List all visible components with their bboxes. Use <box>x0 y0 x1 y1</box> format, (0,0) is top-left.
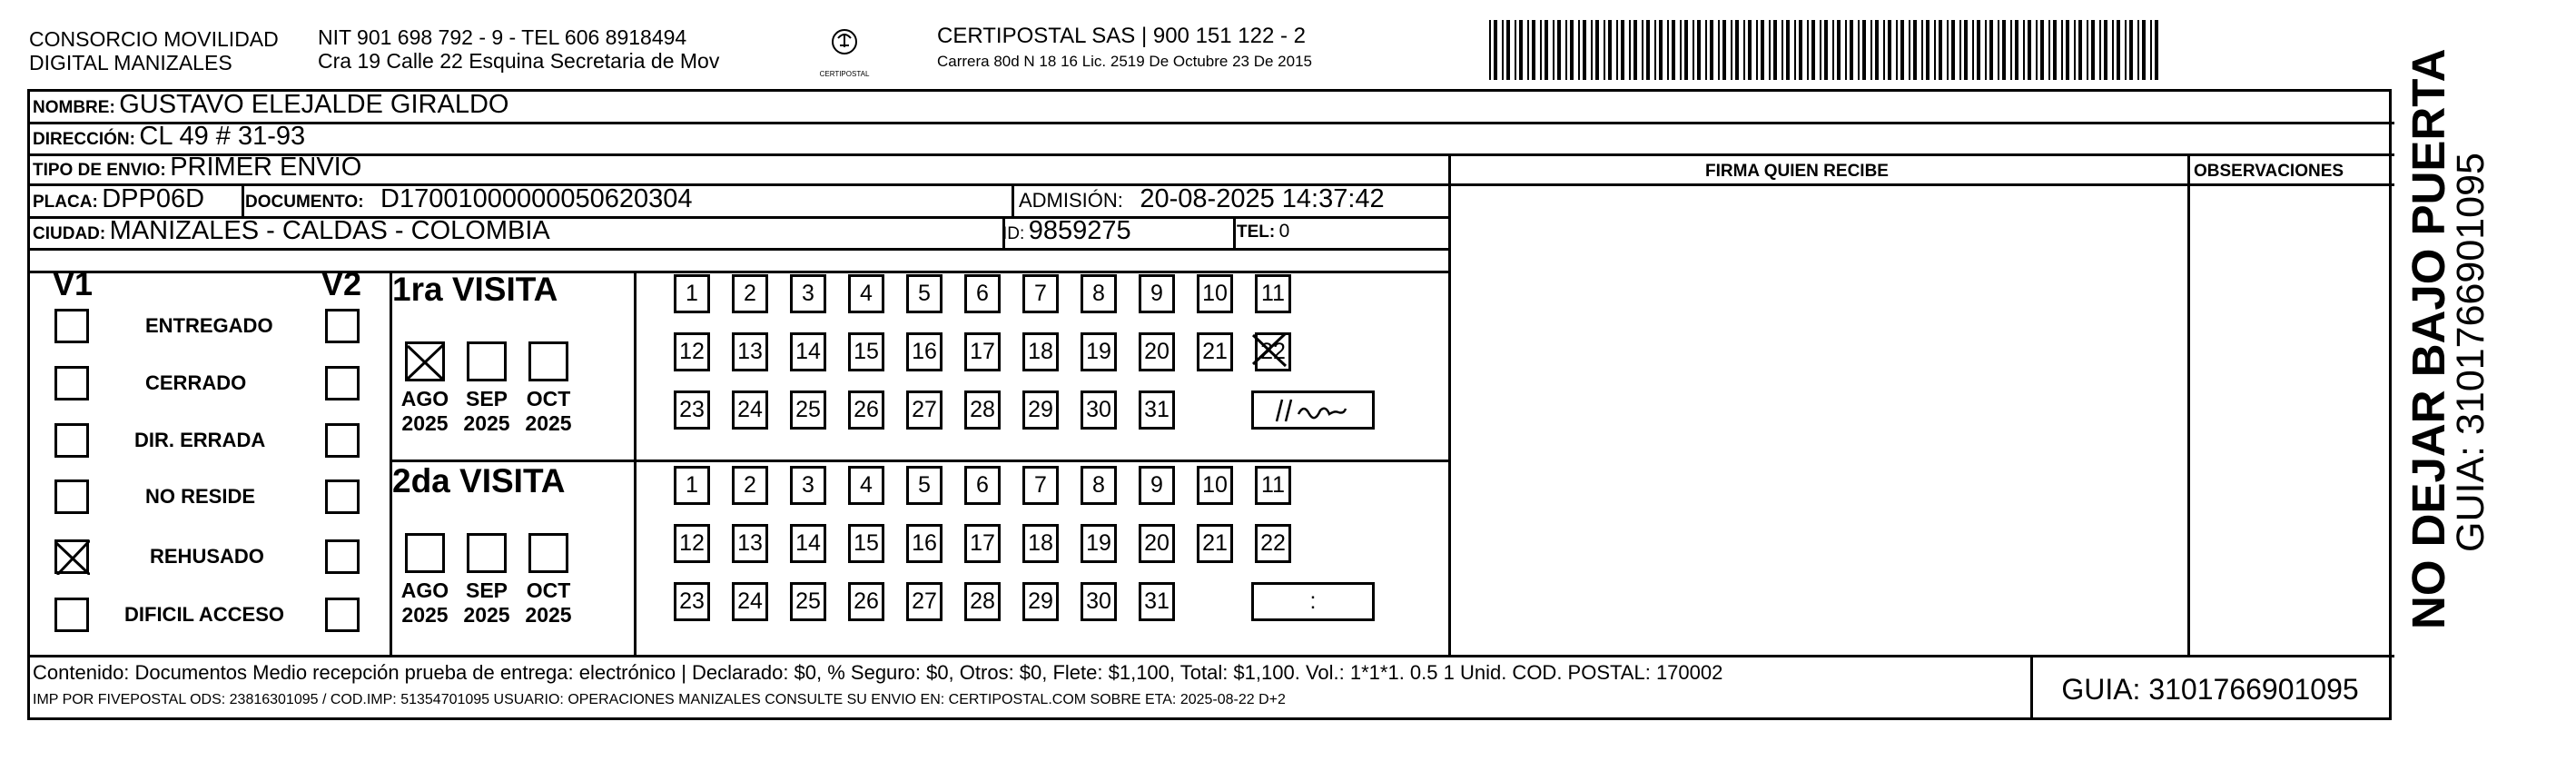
observaciones-label: OBSERVACIONES <box>2194 162 2344 181</box>
barcode-bar <box>1608 20 1612 80</box>
barcode-bar <box>1781 20 1783 80</box>
barcode-bar <box>1578 20 1580 80</box>
day-box[interactable]: 29 <box>1022 582 1059 621</box>
barcode-bar <box>1540 20 1542 80</box>
barcode-bar <box>1858 20 1860 80</box>
barcode-bar <box>1731 20 1732 80</box>
month-year: 2025 <box>525 603 572 627</box>
v2-checkbox[interactable] <box>325 423 360 458</box>
barcode-bar <box>1629 20 1631 80</box>
day-box[interactable]: 28 <box>964 390 1001 430</box>
month-checkbox[interactable] <box>467 533 507 573</box>
barcode-bar <box>1735 20 1739 80</box>
barcode-bar <box>2099 20 2101 80</box>
barcode-bar <box>1845 20 1847 80</box>
v1-checkbox[interactable] <box>54 479 89 514</box>
barcode-bar <box>1515 20 1516 80</box>
day-box[interactable]: 9 <box>1139 466 1175 505</box>
barcode-bar <box>1595 20 1599 80</box>
tel-label: TEL: <box>1237 222 1276 242</box>
month-checkbox[interactable] <box>528 533 568 573</box>
day-box[interactable]: 15 <box>848 524 884 563</box>
day-box[interactable]: 21 <box>1197 524 1233 563</box>
tipo-envio-value: PRIMER ENVIO <box>170 153 362 182</box>
barcode-bar <box>1604 20 1605 80</box>
barcode-bar <box>2155 20 2158 80</box>
month-name: SEP <box>465 578 508 602</box>
day-box[interactable]: 21 <box>1197 332 1233 371</box>
day-box[interactable]: 6 <box>964 466 1001 505</box>
barcode-bar <box>2048 20 2050 80</box>
ciudad-value: MANIZALES - CALDAS - COLOMBIA <box>109 216 550 245</box>
nombre-label: NOMBRE: <box>33 98 115 117</box>
month-label <box>396 387 454 436</box>
barcode-bar <box>1557 20 1561 80</box>
day-box[interactable]: 14 <box>790 524 826 563</box>
day-box[interactable]: 31 <box>1139 390 1175 430</box>
barcode-bar <box>1951 20 1955 80</box>
barcode-bar <box>1824 20 1828 80</box>
barcode-bar <box>2015 20 2018 80</box>
barcode-bar <box>1659 20 1663 80</box>
barcode-bar <box>1926 20 1930 80</box>
v1-checkbox[interactable] <box>54 598 89 632</box>
barcode-bar <box>2137 20 2139 80</box>
logo-text: CERTIPOSTAL <box>819 70 870 78</box>
visit-title: 2da VISITA <box>392 462 566 499</box>
day-box[interactable]: 20 <box>1139 524 1175 563</box>
footer-print-line: IMP POR FIVEPOSTAL ODS: 23816301095 / COD.IMP: 51354701095 USUARIO: OPERACIONES MANIZALES CONSULTE SU ENVIO EN: CERTIPOSTAL.COM SOBRE ETA: 2025-08-22 D+2 <box>33 692 1286 707</box>
barcode-bar <box>2087 20 2088 80</box>
day-box[interactable]: 23 <box>674 390 710 430</box>
barcode-bar <box>1756 20 1758 80</box>
direccion-label: DIRECCIÓN: <box>33 130 135 149</box>
barcode-bar <box>1672 20 1675 80</box>
barcode-bar <box>1934 20 1936 80</box>
day-box[interactable]: 24 <box>732 582 768 621</box>
barcode-icon <box>1489 20 2166 80</box>
id-row <box>1002 216 1131 246</box>
day-box[interactable]: 19 <box>1081 524 1117 563</box>
barcode-bar <box>1773 20 1777 80</box>
day-box[interactable]: 16 <box>906 332 943 371</box>
ciudad-label: CIUDAD: <box>33 224 106 243</box>
v1-checkbox[interactable] <box>54 539 89 574</box>
barcode-bar <box>2023 20 2025 80</box>
day-box[interactable]: 13 <box>732 332 768 371</box>
barcode-bar <box>1977 20 1980 80</box>
day-box[interactable]: 27 <box>906 390 943 430</box>
v2-label: V2 <box>321 265 362 302</box>
v1-checkbox[interactable] <box>54 309 89 343</box>
day-box[interactable]: 16 <box>906 524 943 563</box>
barcode-bar <box>1769 20 1771 80</box>
barcode-bar <box>1794 20 1796 80</box>
barcode-bar <box>1527 20 1529 80</box>
v1-label: V1 <box>53 265 94 302</box>
tel-value: 0 <box>1278 221 1290 242</box>
month-year: 2025 <box>463 603 510 627</box>
company-nit: NIT 901 698 792 - 9 - TEL 606 8918494 Cra 19 Calle 22 Esquina Secretaria de Mov <box>318 25 720 73</box>
barcode-bar <box>1553 20 1554 80</box>
visit-title: 1ra VISITA <box>392 271 558 308</box>
day-box[interactable]: 22 <box>1255 524 1291 563</box>
barcode-bar <box>1616 20 1618 80</box>
status-label: ENTREGADO <box>145 314 273 337</box>
day-box[interactable]: 18 <box>1022 332 1059 371</box>
footer-content-line: Contenido: Documentos Medio recepción prueba de entrega: electrónico | Declarado: $0, % Seguro: $0, Otros: $0, Flete: $1,100, Total: $1,100. Vol.: 1*1*1. 0.5 1 Unid. COD. POSTAL: 170002 <box>33 661 1723 684</box>
documento-label: DOCUMENTO: <box>245 193 364 212</box>
barcode-bar <box>2028 20 2031 80</box>
barcode-bar <box>1985 20 1987 80</box>
certipostal-logo-icon <box>813 25 876 78</box>
barcode-bar <box>2066 20 2069 80</box>
barcode-bar <box>1532 20 1535 80</box>
barcode-bar <box>1786 20 1790 80</box>
nombre-value: GUSTAVO ELEJALDE GIRALDO <box>119 90 509 119</box>
barcode-bar <box>2091 20 2095 80</box>
v1-checkbox[interactable] <box>54 423 89 458</box>
day-box[interactable]: 23 <box>674 582 710 621</box>
status-label: DIR. ERRADA <box>134 429 266 451</box>
day-box[interactable]: 3 <box>790 274 826 313</box>
barcode-bar <box>1570 20 1574 80</box>
tipo-envio-label: TIPO DE ENVIO: <box>33 161 166 180</box>
barcode-bar <box>1883 20 1885 80</box>
barcode-bar <box>2002 20 2006 80</box>
barcode-bar <box>2010 20 2012 80</box>
barcode-bar <box>1837 20 1841 80</box>
month-label <box>396 578 454 628</box>
month-year: 2025 <box>401 603 449 627</box>
barcode-bar <box>1667 20 1669 80</box>
barcode-bar <box>1832 20 1834 80</box>
day-box[interactable]: 29 <box>1022 390 1059 430</box>
status-label: REHUSADO <box>150 545 264 568</box>
day-box[interactable]: 26 <box>848 582 884 621</box>
barcode-bar <box>2040 20 2044 80</box>
status-label: NO RESIDE <box>145 485 256 508</box>
day-box[interactable]: 1 <box>674 466 710 505</box>
month-checkbox[interactable] <box>405 341 445 381</box>
day-box[interactable]: 15 <box>848 332 884 371</box>
month-checkbox[interactable] <box>467 341 507 381</box>
firma-label: FIRMA QUIEN RECIBE <box>1705 162 1889 181</box>
barcode-bar <box>2112 20 2114 80</box>
company-name: CONSORCIO MOVILIDAD DIGITAL MANIZALES <box>29 27 279 74</box>
day-box[interactable]: 3 <box>790 466 826 505</box>
barcode-bar <box>1502 20 1504 80</box>
day-box[interactable]: 13 <box>732 524 768 563</box>
day-box[interactable]: 7 <box>1022 274 1059 313</box>
month-label <box>458 578 516 628</box>
day-box[interactable]: 4 <box>848 466 884 505</box>
barcode-bar <box>1939 20 1942 80</box>
v2-checkbox[interactable] <box>325 539 360 574</box>
barcode-bar <box>1870 20 1872 80</box>
v2-checkbox[interactable] <box>325 309 360 343</box>
month-label <box>519 387 577 436</box>
barcode-bar <box>1633 20 1637 80</box>
day-box[interactable]: 17 <box>964 332 1001 371</box>
day-box[interactable]: 6 <box>964 274 1001 313</box>
admision-label: ADMISIÓN: <box>1019 189 1123 212</box>
documento-row <box>245 184 693 214</box>
barcode-bar <box>1583 20 1586 80</box>
month-label <box>519 578 577 628</box>
time-box[interactable]: : <box>1251 582 1375 621</box>
barcode-bar <box>1705 20 1707 80</box>
placa-row <box>33 184 204 214</box>
admision-value: 20-08-2025 14:37:42 <box>1140 184 1385 213</box>
day-box[interactable]: 7 <box>1022 466 1059 505</box>
day-box[interactable]: 25 <box>790 582 826 621</box>
day-box[interactable]: 22 <box>1255 332 1291 371</box>
barcode-bar <box>2104 20 2107 80</box>
day-box[interactable]: 12 <box>674 524 710 563</box>
day-box[interactable]: 9 <box>1139 274 1175 313</box>
barcode-bar <box>1519 20 1523 80</box>
barcode-bar <box>1718 20 1720 80</box>
day-box[interactable]: 11 <box>1255 466 1291 505</box>
barcode-bar <box>1998 20 1999 80</box>
day-box[interactable]: 5 <box>906 274 943 313</box>
day-box[interactable]: 2 <box>732 466 768 505</box>
month-year: 2025 <box>525 411 572 435</box>
month-label <box>458 387 516 436</box>
barcode-bar <box>2061 20 2063 80</box>
day-box[interactable]: 5 <box>906 466 943 505</box>
day-box[interactable]: 30 <box>1081 390 1117 430</box>
id-label: ID: <box>1002 224 1025 243</box>
barcode-bar <box>1959 20 1961 80</box>
admision-row <box>1019 184 1385 214</box>
barcode-bar <box>1811 20 1815 80</box>
day-box[interactable]: 1 <box>674 274 710 313</box>
ciudad-row <box>33 216 550 246</box>
day-box[interactable]: 25 <box>790 390 826 430</box>
barcode-bar <box>1743 20 1745 80</box>
status-label: DIFICIL ACCESO <box>124 603 285 626</box>
barcode-bar <box>1888 20 1891 80</box>
day-box[interactable]: 19 <box>1081 332 1117 371</box>
barcode-bar <box>1913 20 1917 80</box>
barcode-bar <box>2036 20 2038 80</box>
barcode-bar <box>1761 20 1764 80</box>
month-name: AGO <box>400 387 449 410</box>
day-box[interactable]: 10 <box>1197 466 1233 505</box>
placa-label: PLACA: <box>33 193 98 212</box>
barcode-bar <box>2150 20 2152 80</box>
barcode-bar <box>1947 20 1949 80</box>
day-box[interactable]: 31 <box>1139 582 1175 621</box>
barcode-bar <box>1875 20 1879 80</box>
barcode-bar <box>1621 20 1624 80</box>
day-box[interactable]: 10 <box>1197 274 1233 313</box>
month-name: OCT <box>526 578 571 602</box>
barcode-bar <box>1494 20 1497 80</box>
v2-checkbox[interactable] <box>325 366 360 400</box>
barcode-bar <box>2129 20 2133 80</box>
direccion-row <box>33 122 305 152</box>
month-checkbox[interactable] <box>405 533 445 573</box>
day-box[interactable]: 24 <box>732 390 768 430</box>
day-box[interactable]: 4 <box>848 274 884 313</box>
barcode-bar <box>1862 20 1866 80</box>
day-box[interactable]: 17 <box>964 524 1001 563</box>
month-name: AGO <box>400 578 449 602</box>
barcode-bar <box>2078 20 2082 80</box>
placa-value: DPP06D <box>102 184 205 213</box>
day-box[interactable]: 11 <box>1255 274 1291 313</box>
barcode-bar <box>2074 20 2076 80</box>
id-value: 9859275 <box>1028 216 1131 245</box>
barcode-bar <box>1820 20 1821 80</box>
month-name: SEP <box>465 387 508 410</box>
barcode-bar <box>1710 20 1713 80</box>
day-box[interactable]: 18 <box>1022 524 1059 563</box>
barcode-bar <box>1722 20 1726 80</box>
barcode-bar <box>2125 20 2127 80</box>
barcode-bar <box>1684 20 1688 80</box>
v2-checkbox[interactable] <box>325 479 360 514</box>
barcode-bar <box>1896 20 1898 80</box>
barcode-bar <box>1591 20 1593 80</box>
month-year: 2025 <box>401 411 449 435</box>
barcode-bar <box>1850 20 1853 80</box>
day-box[interactable]: 14 <box>790 332 826 371</box>
barcode-bar <box>1654 20 1656 80</box>
day-box[interactable]: 26 <box>848 390 884 430</box>
day-box[interactable]: 12 <box>674 332 710 371</box>
v1-checkbox[interactable] <box>54 366 89 400</box>
barcode-bar <box>1489 20 1491 80</box>
barcode-bar <box>1506 20 1510 80</box>
tipo-envio-row <box>33 153 361 183</box>
barcode-bar <box>2117 20 2120 80</box>
barcode-bar <box>1693 20 1694 80</box>
barcode-bar <box>2142 20 2146 80</box>
barcode-bar <box>1545 20 1548 80</box>
barcode-bar <box>1646 20 1650 80</box>
month-checkbox[interactable] <box>528 341 568 381</box>
barcode-bar <box>1807 20 1809 80</box>
barcode-bar <box>1697 20 1701 80</box>
side-guia: GUIA: 3101766901095 <box>2449 153 2492 552</box>
day-box[interactable]: 8 <box>1081 274 1117 313</box>
day-box[interactable]: 27 <box>906 582 943 621</box>
side-warning: NO DEJAR BAJO PUERTA <box>2403 48 2454 629</box>
day-box[interactable]: 20 <box>1139 332 1175 371</box>
barcode-bar <box>1921 20 1923 80</box>
barcode-bar <box>1680 20 1682 80</box>
barcode-bar <box>1799 20 1802 80</box>
v2-checkbox[interactable] <box>325 598 360 632</box>
day-box[interactable]: 2 <box>732 274 768 313</box>
month-year: 2025 <box>463 411 510 435</box>
barcode-bar <box>1642 20 1643 80</box>
direccion-value: CL 49 # 31-93 <box>139 122 306 151</box>
status-label: CERRADO <box>145 371 247 394</box>
nombre-row <box>33 90 508 120</box>
tel-row <box>1237 221 1289 242</box>
guia-number: GUIA: 3101766901095 <box>2061 672 2359 706</box>
barcode-bar <box>1964 20 1968 80</box>
day-box[interactable]: 28 <box>964 582 1001 621</box>
day-box[interactable]: 30 <box>1081 582 1117 621</box>
barcode-bar <box>1909 20 1910 80</box>
barcode-bar <box>1972 20 1974 80</box>
courier-info: CERTIPOSTAL SAS | 900 151 122 - 2 Carrera 80d N 18 16 Lic. 2519 De Octubre 23 De 2015 <box>937 24 1312 70</box>
barcode-bar <box>2053 20 2057 80</box>
barcode-bar <box>1900 20 1904 80</box>
barcode-bar <box>1565 20 1567 80</box>
day-box[interactable]: 8 <box>1081 466 1117 505</box>
barcode-bar <box>1989 20 1993 80</box>
documento-value: D17001000000050620304 <box>380 184 693 213</box>
month-name: OCT <box>526 387 571 410</box>
barcode-bar <box>1748 20 1752 80</box>
time-box[interactable] <box>1251 390 1375 430</box>
